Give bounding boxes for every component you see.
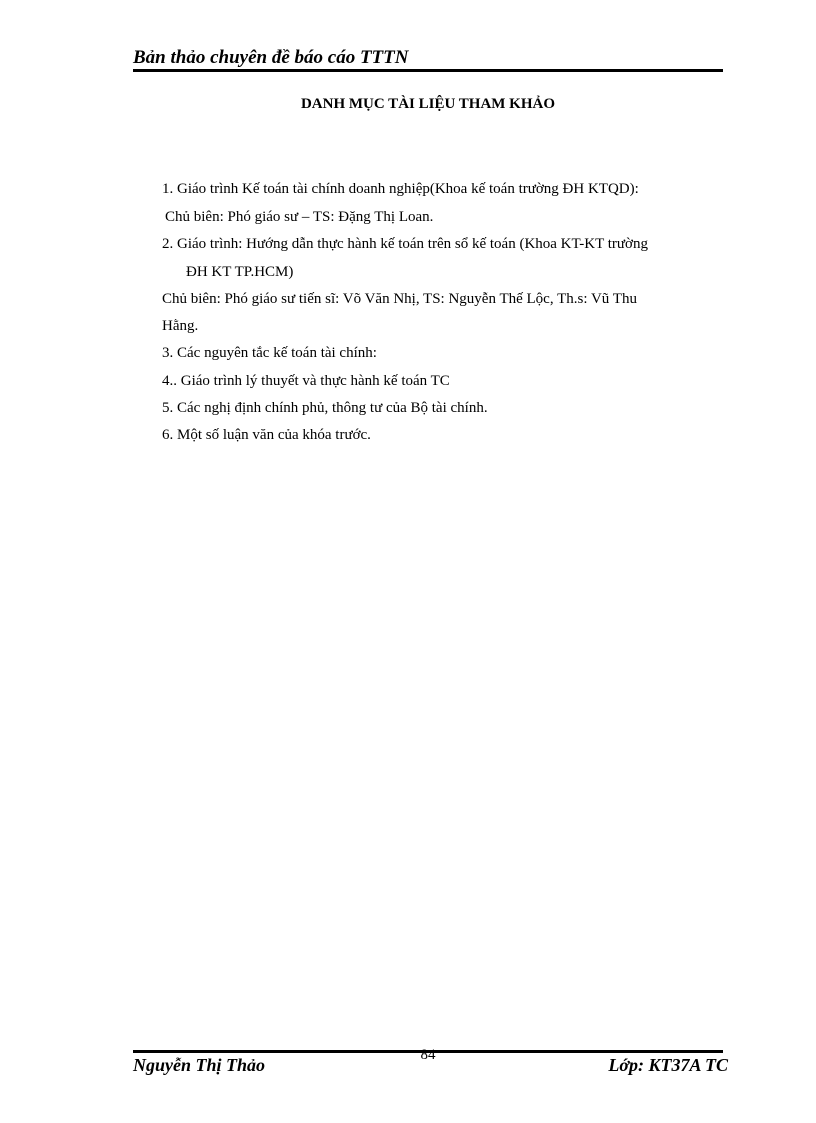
reference-line-3: 2. Giáo trình: Hướng dẫn thực hành kế toán trên sổ kế toán (Khoa KT-KT trường	[162, 236, 648, 252]
reference-line-5: Chủ biên: Phó giáo sư tiến sĩ: Võ Văn Nhị, TS: Nguyễn Thế Lộc, Th.s: Vũ Thu	[162, 291, 637, 307]
footer-author: Nguyễn Thị Thảo	[133, 1055, 266, 1075]
reference-line-6: Hằng.	[162, 318, 199, 334]
reference-line-7: 3. Các nguyên tắc kế toán tài chính:	[162, 345, 377, 361]
reference-line-10: 6. Một số luận văn của khóa trước.	[162, 427, 371, 443]
reference-line-2: Chủ biên: Phó giáo sư – TS: Đặng Thị Loan.	[165, 209, 434, 225]
footer-class-label: Lớp: KT37A TC	[608, 1055, 728, 1075]
reference-line-4: ĐH KT TP.HCM)	[186, 264, 294, 280]
reference-line-1: 1. Giáo trình Kế toán tài chính doanh nghiệp(Khoa kế toán trường ĐH KTQD):	[162, 181, 639, 197]
page-title: DANH MỤC TÀI LIỆU THAM KHẢO	[300, 96, 556, 112]
running-header-title: Bản thảo chuyên đề báo cáo TTTN	[133, 47, 409, 68]
reference-line-8: 4.. Giáo trình lý thuyết và thực hành kế toán TC	[162, 373, 450, 389]
reference-line-9: 5. Các nghị định chính phủ, thông tư của Bộ tài chính.	[162, 400, 488, 416]
page-number: 84	[420, 1047, 436, 1063]
header-divider	[133, 69, 723, 72]
